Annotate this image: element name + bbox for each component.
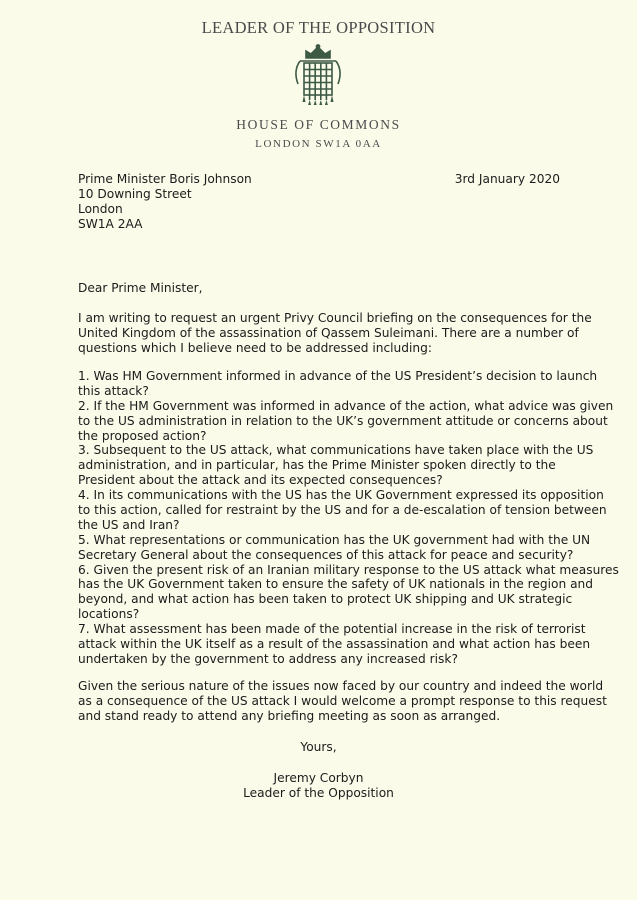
- text-line: 6. Given the present risk of an Iranian military response to the US attack what measures: [78, 562, 619, 577]
- signatory-name: Jeremy Corbyn: [273, 771, 364, 785]
- text-line: President about the attack and its expected consequences?: [78, 473, 443, 488]
- text-line: locations?: [78, 607, 140, 622]
- text-line: this attack?: [78, 383, 149, 398]
- text-line: the proposed action?: [78, 428, 207, 443]
- letter-date: 3rd January 2020: [454, 172, 560, 186]
- text-line: as a consequence of the US attack I would welcome a prompt response to this request: [78, 693, 607, 708]
- text-line: 2. If the HM Government was informed in advance of the action, what advice was given: [78, 398, 614, 413]
- text-line: Given the serious nature of the issues now faced by our country and indeed the world: [78, 679, 604, 693]
- recipient-block: [78, 172, 252, 232]
- house-name: HOUSE OF COMMONS: [236, 117, 401, 132]
- signatory-role: Leader of the Opposition: [243, 785, 394, 800]
- text-line: to the US administration in relation to the UK’s government attitude or concerns about: [78, 413, 608, 428]
- recipient-line: London: [78, 201, 123, 216]
- signoff: Yours,: [300, 740, 337, 754]
- intro-paragraph: [78, 311, 592, 356]
- closing-paragraph: [78, 679, 607, 724]
- text-line: questions which I believe need to be addressed including:: [78, 340, 432, 355]
- text-line: I am writing to request an urgent Privy Council briefing on the consequences for the: [78, 311, 592, 325]
- text-line: 5. What representations or communication has the UK government had with the UN: [78, 532, 591, 547]
- salutation: Dear Prime Minister,: [78, 281, 203, 295]
- recipient-line: Prime Minister Boris Johnson: [78, 172, 252, 186]
- text-line: United Kingdom of the assassination of Qassem Suleimani. There are a number of: [78, 325, 579, 340]
- text-line: 1. Was HM Government informed in advance of the US President’s decision to launch: [78, 369, 598, 383]
- text-line: beyond, and what action has been taken to protect UK shipping and UK strategic: [78, 592, 573, 607]
- text-line: 7. What assessment has been made of the potential increase in the risk of terrorist: [78, 622, 586, 637]
- portcullis-icon: [292, 44, 344, 106]
- text-line: 4. In its communications with the US has the UK Government expressed its opposition: [78, 488, 604, 503]
- text-line: the US and Iran?: [78, 517, 180, 532]
- signature-block: [0, 771, 637, 801]
- text-line: administration, and in particular, has the Prime Minister spoken directly to the: [78, 458, 556, 473]
- text-line: 3. Subsequent to the US attack, what communications have taken place with the US: [78, 443, 594, 458]
- text-line: has the UK Government taken to ensure the safety of UK nationals in the region and: [78, 577, 594, 592]
- questions-list: [78, 369, 619, 667]
- text-line: undertaken by the government to address any increased risk?: [78, 651, 458, 666]
- text-line: to this action, called for restraint by the US and for a de-escalation of tension between: [78, 503, 607, 518]
- text-line: attack within the UK itself as a result of the assassination and what action has been: [78, 637, 591, 652]
- letterhead-address: LONDON SW1A 0AA: [255, 138, 382, 150]
- recipient-line: 10 Downing Street: [78, 186, 192, 201]
- recipient-line: SW1A 2AA: [78, 216, 143, 231]
- letterhead-title: LEADER OF THE OPPOSITION: [201, 18, 436, 37]
- text-line: and stand ready to attend any briefing meeting as soon as arranged.: [78, 708, 501, 723]
- text-line: Secretary General about the consequences of this attack for peace and security?: [78, 547, 574, 562]
